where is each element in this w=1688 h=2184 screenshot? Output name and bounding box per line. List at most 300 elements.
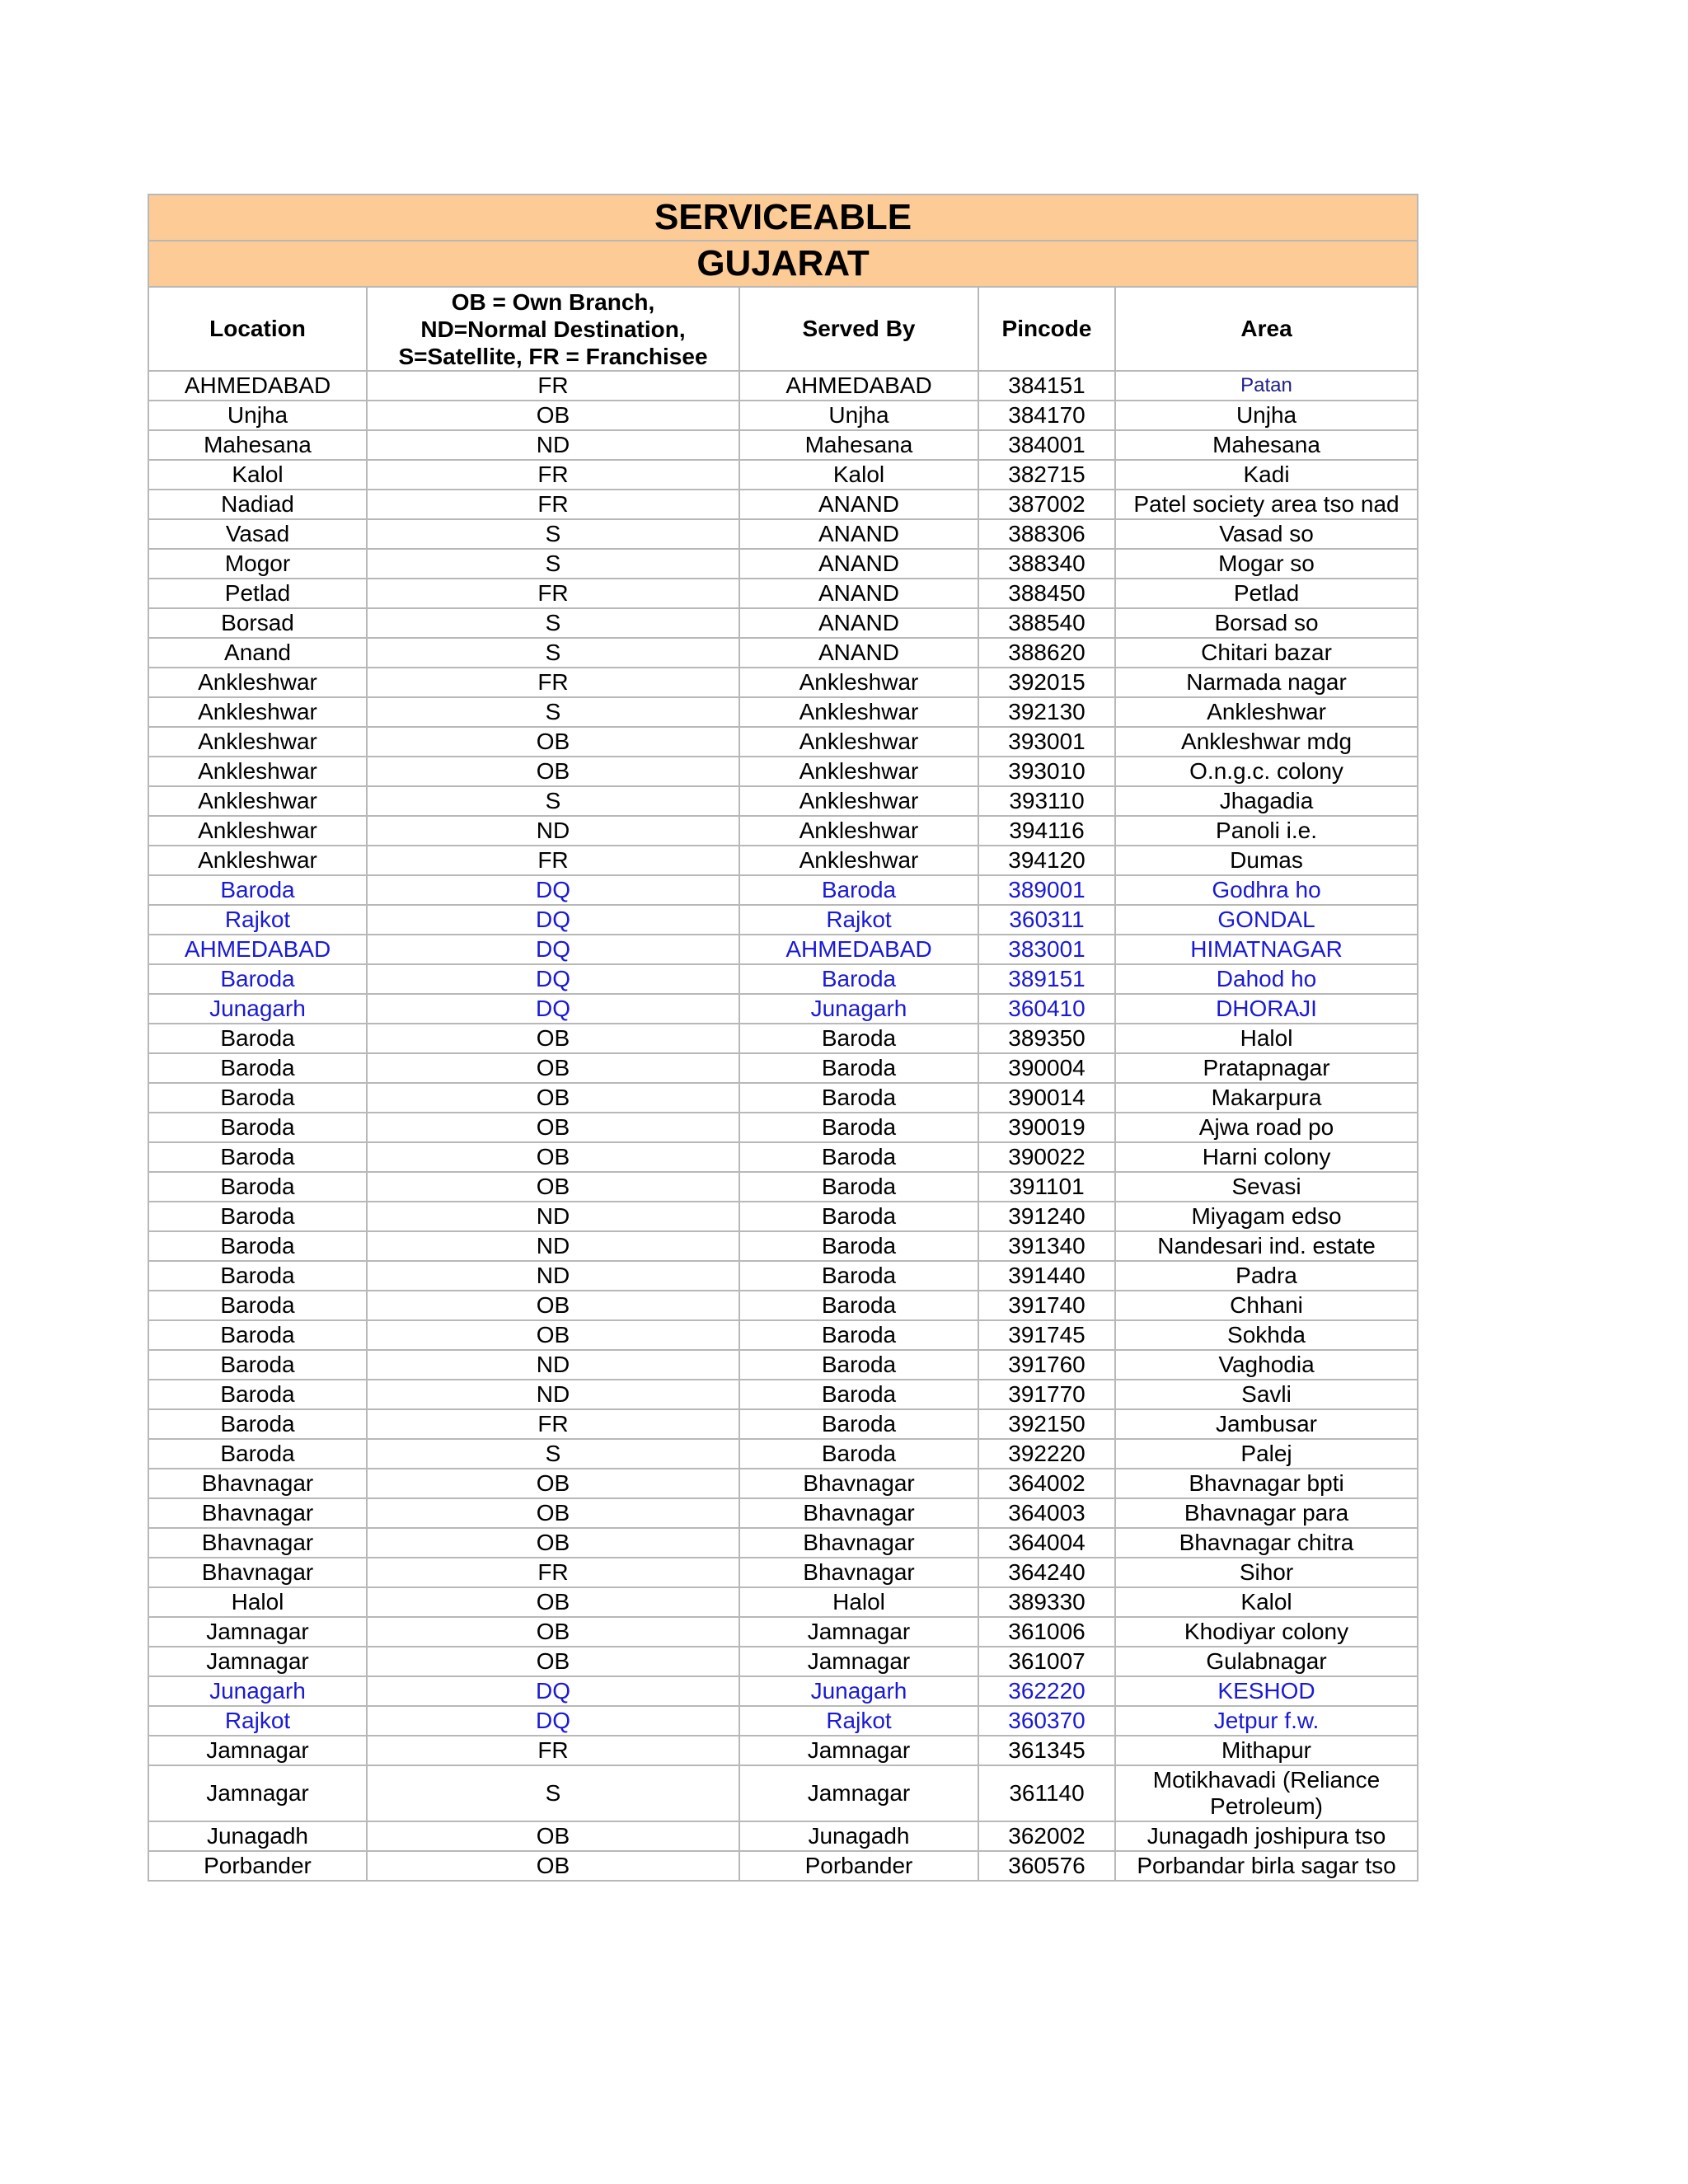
cell-pincode: 361006	[978, 1617, 1115, 1647]
cell-pincode: 364004	[978, 1528, 1115, 1558]
table-row	[148, 1261, 1418, 1291]
cell-area: Jhagadia	[1115, 786, 1418, 816]
cell-location: Bhavnagar	[148, 1528, 367, 1558]
cell-code: OB	[367, 1172, 739, 1202]
cell-location: Rajkot	[148, 905, 367, 935]
cell-pincode: 391745	[978, 1320, 1115, 1350]
cell-pincode: 364240	[978, 1558, 1115, 1587]
cell-location: Mogor	[148, 549, 367, 579]
cell-area: Harni colony	[1115, 1142, 1418, 1172]
cell-served-by: Baroda	[739, 1291, 978, 1320]
cell-area: Porbandar birla sagar tso	[1115, 1851, 1418, 1881]
table-row	[148, 727, 1418, 757]
cell-code: OB	[367, 1587, 739, 1617]
cell-area: Patan	[1115, 371, 1418, 401]
cell-code: ND	[367, 1350, 739, 1380]
cell-area: Nandesari ind. estate	[1115, 1231, 1418, 1261]
cell-location: Bhavnagar	[148, 1469, 367, 1498]
cell-pincode: 389151	[978, 964, 1115, 994]
table-row	[148, 1851, 1418, 1881]
cell-served-by: Baroda	[739, 1053, 978, 1083]
cell-pincode: 391440	[978, 1261, 1115, 1291]
cell-code: OB	[367, 1647, 739, 1676]
table-row	[148, 964, 1418, 994]
cell-served-by: Baroda	[739, 1083, 978, 1113]
cell-location: Halol	[148, 1587, 367, 1617]
table-row	[148, 1821, 1418, 1851]
table-row	[148, 401, 1418, 430]
header-code-line: ND=Normal Destination,	[420, 316, 686, 342]
cell-served-by: Mahesana	[739, 430, 978, 460]
cell-location: Unjha	[148, 401, 367, 430]
cell-code: DQ	[367, 905, 739, 935]
cell-area: Petlad	[1115, 579, 1418, 608]
cell-pincode: 393001	[978, 727, 1115, 757]
cell-location: Jamnagar	[148, 1765, 367, 1821]
table-row	[148, 549, 1418, 579]
cell-location: Junagarh	[148, 1676, 367, 1706]
cell-served-by: Baroda	[739, 1439, 978, 1469]
cell-code: S	[367, 697, 739, 727]
cell-pincode: 388306	[978, 519, 1115, 549]
cell-served-by: Ankleshwar	[739, 697, 978, 727]
cell-served-by: Baroda	[739, 1113, 978, 1142]
cell-code: ND	[367, 430, 739, 460]
table-row	[148, 905, 1418, 935]
cell-served-by: Baroda	[739, 875, 978, 905]
cell-served-by: Jamnagar	[739, 1647, 978, 1676]
cell-served-by: Ankleshwar	[739, 786, 978, 816]
cell-served-by: Bhavnagar	[739, 1558, 978, 1587]
cell-code: S	[367, 519, 739, 549]
table-row	[148, 1142, 1418, 1172]
cell-location: Jamnagar	[148, 1736, 367, 1765]
cell-served-by: Unjha	[739, 401, 978, 430]
cell-area: Ajwa road po	[1115, 1113, 1418, 1142]
cell-served-by: Ankleshwar	[739, 846, 978, 875]
cell-served-by: Baroda	[739, 1350, 978, 1380]
cell-pincode: 392150	[978, 1409, 1115, 1439]
cell-area: KESHOD	[1115, 1676, 1418, 1706]
sheet-title: SERVICEABLE	[148, 194, 1418, 241]
header-code-line: OB = Own Branch,	[451, 288, 655, 315]
cell-pincode: 391340	[978, 1231, 1115, 1261]
cell-area: Bhavnagar para	[1115, 1498, 1418, 1528]
header-location: Location	[148, 287, 367, 371]
cell-area: GONDAL	[1115, 905, 1418, 935]
cell-pincode: 361007	[978, 1647, 1115, 1676]
table-row	[148, 1706, 1418, 1736]
cell-area: Chhani	[1115, 1291, 1418, 1320]
cell-code: ND	[367, 1380, 739, 1409]
cell-served-by: Porbander	[739, 1851, 978, 1881]
cell-served-by: Baroda	[739, 1261, 978, 1291]
table-row	[148, 1676, 1418, 1706]
cell-served-by: Jamnagar	[739, 1765, 978, 1821]
cell-code: OB	[367, 401, 739, 430]
cell-served-by: Jamnagar	[739, 1617, 978, 1647]
cell-pincode: 391240	[978, 1202, 1115, 1231]
cell-area: Motikhavadi (Reliance Petroleum)	[1115, 1765, 1418, 1821]
cell-area: Palej	[1115, 1439, 1418, 1469]
cell-served-by: Kalol	[739, 460, 978, 490]
cell-pincode: 390022	[978, 1142, 1115, 1172]
cell-area: Gulabnagar	[1115, 1647, 1418, 1676]
table-row	[148, 1617, 1418, 1647]
serviceable-table	[148, 194, 1418, 1882]
cell-location: Baroda	[148, 1380, 367, 1409]
cell-code: DQ	[367, 1676, 739, 1706]
title-row	[148, 194, 1418, 241]
cell-served-by: ANAND	[739, 638, 978, 668]
cell-code: OB	[367, 727, 739, 757]
cell-pincode: 390019	[978, 1113, 1115, 1142]
cell-area: Borsad so	[1115, 608, 1418, 638]
cell-pincode: 362002	[978, 1821, 1115, 1851]
table-row	[148, 638, 1418, 668]
cell-code: FR	[367, 460, 739, 490]
cell-pincode: 360370	[978, 1706, 1115, 1736]
cell-area: Dahod ho	[1115, 964, 1418, 994]
cell-served-by: Ankleshwar	[739, 816, 978, 846]
table-row	[148, 1380, 1418, 1409]
cell-pincode: 361345	[978, 1736, 1115, 1765]
cell-location: Baroda	[148, 1291, 367, 1320]
cell-area: Ankleshwar mdg	[1115, 727, 1418, 757]
cell-code: S	[367, 786, 739, 816]
cell-served-by: Baroda	[739, 964, 978, 994]
cell-served-by: Halol	[739, 1587, 978, 1617]
table-row	[148, 1647, 1418, 1676]
table-body	[148, 371, 1418, 1881]
header-pincode: Pincode	[978, 287, 1115, 371]
cell-code: FR	[367, 490, 739, 519]
cell-pincode: 391760	[978, 1350, 1115, 1380]
table-row	[148, 668, 1418, 697]
header-code-legend	[367, 287, 739, 371]
cell-served-by: Junagarh	[739, 1676, 978, 1706]
cell-pincode: 388450	[978, 579, 1115, 608]
table-row	[148, 1409, 1418, 1439]
cell-area: Jambusar	[1115, 1409, 1418, 1439]
cell-location: Rajkot	[148, 1706, 367, 1736]
cell-code: DQ	[367, 1706, 739, 1736]
cell-pincode: 394116	[978, 816, 1115, 846]
table-row	[148, 757, 1418, 786]
cell-served-by: Junagarh	[739, 994, 978, 1024]
cell-code: DQ	[367, 875, 739, 905]
cell-location: Ankleshwar	[148, 757, 367, 786]
cell-area: Ankleshwar	[1115, 697, 1418, 727]
cell-location: Baroda	[148, 1231, 367, 1261]
cell-pincode: 387002	[978, 490, 1115, 519]
cell-area: Godhra ho	[1115, 875, 1418, 905]
cell-location: Baroda	[148, 875, 367, 905]
cell-location: Ankleshwar	[148, 816, 367, 846]
cell-pincode: 360576	[978, 1851, 1115, 1881]
cell-code: S	[367, 608, 739, 638]
cell-code: OB	[367, 1821, 739, 1851]
cell-location: Ankleshwar	[148, 727, 367, 757]
cell-location: Ankleshwar	[148, 786, 367, 816]
cell-code: DQ	[367, 964, 739, 994]
cell-pincode: 364003	[978, 1498, 1115, 1528]
table-row	[148, 1469, 1418, 1498]
cell-area: Kalol	[1115, 1587, 1418, 1617]
cell-pincode: 362220	[978, 1676, 1115, 1706]
cell-area: Mithapur	[1115, 1736, 1418, 1765]
cell-code: OB	[367, 1528, 739, 1558]
cell-area: Savli	[1115, 1380, 1418, 1409]
cell-served-by: Baroda	[739, 1409, 978, 1439]
cell-pincode: 393110	[978, 786, 1115, 816]
cell-location: Baroda	[148, 1083, 367, 1113]
cell-code: OB	[367, 1113, 739, 1142]
cell-served-by: ANAND	[739, 549, 978, 579]
cell-location: Baroda	[148, 964, 367, 994]
cell-code: S	[367, 638, 739, 668]
cell-pincode: 388540	[978, 608, 1115, 638]
cell-area: Patel society area tso nad	[1115, 490, 1418, 519]
table-row	[148, 519, 1418, 549]
cell-code: FR	[367, 1736, 739, 1765]
cell-code: ND	[367, 816, 739, 846]
cell-pincode: 391770	[978, 1380, 1115, 1409]
cell-area: Vasad so	[1115, 519, 1418, 549]
cell-area: Unjha	[1115, 401, 1418, 430]
cell-pincode: 393010	[978, 757, 1115, 786]
cell-served-by: Bhavnagar	[739, 1528, 978, 1558]
cell-code: FR	[367, 371, 739, 401]
table-row	[148, 1439, 1418, 1469]
cell-code: OB	[367, 1142, 739, 1172]
cell-code: ND	[367, 1202, 739, 1231]
cell-area: Mogar so	[1115, 549, 1418, 579]
cell-pincode: 389330	[978, 1587, 1115, 1617]
table-row	[148, 1083, 1418, 1113]
cell-served-by: Baroda	[739, 1202, 978, 1231]
cell-pincode: 391740	[978, 1291, 1115, 1320]
cell-location: Petlad	[148, 579, 367, 608]
table-row	[148, 1736, 1418, 1765]
cell-pincode: 392130	[978, 697, 1115, 727]
cell-pincode: 394120	[978, 846, 1115, 875]
cell-served-by: Bhavnagar	[739, 1498, 978, 1528]
cell-location: Nadiad	[148, 490, 367, 519]
cell-area: Chitari bazar	[1115, 638, 1418, 668]
cell-location: Jamnagar	[148, 1647, 367, 1676]
cell-code: OB	[367, 1024, 739, 1053]
cell-area: Kadi	[1115, 460, 1418, 490]
cell-code: OB	[367, 1291, 739, 1320]
cell-pincode: 392220	[978, 1439, 1115, 1469]
cell-pincode: 388620	[978, 638, 1115, 668]
table-row	[148, 875, 1418, 905]
cell-served-by: Baroda	[739, 1142, 978, 1172]
cell-code: OB	[367, 1617, 739, 1647]
cell-pincode: 388340	[978, 549, 1115, 579]
cell-area: Mahesana	[1115, 430, 1418, 460]
cell-location: Vasad	[148, 519, 367, 549]
table-row	[148, 1558, 1418, 1587]
cell-code: ND	[367, 1261, 739, 1291]
cell-location: Baroda	[148, 1350, 367, 1380]
cell-area: Miyagam edso	[1115, 1202, 1418, 1231]
cell-location: Borsad	[148, 608, 367, 638]
table-row	[148, 786, 1418, 816]
table-row	[148, 430, 1418, 460]
table-row	[148, 1587, 1418, 1617]
table-row	[148, 608, 1418, 638]
table-row	[148, 846, 1418, 875]
cell-pincode: 392015	[978, 668, 1115, 697]
cell-code: OB	[367, 1498, 739, 1528]
cell-code: S	[367, 1765, 739, 1821]
cell-served-by: Baroda	[739, 1024, 978, 1053]
cell-location: Porbander	[148, 1851, 367, 1881]
cell-location: Bhavnagar	[148, 1498, 367, 1528]
cell-served-by: Baroda	[739, 1231, 978, 1261]
table-row	[148, 371, 1418, 401]
cell-pincode: 384170	[978, 401, 1115, 430]
cell-code: OB	[367, 1083, 739, 1113]
cell-location: Baroda	[148, 1439, 367, 1469]
cell-served-by: Rajkot	[739, 1706, 978, 1736]
cell-code: FR	[367, 846, 739, 875]
cell-location: Baroda	[148, 1409, 367, 1439]
cell-location: Baroda	[148, 1261, 367, 1291]
cell-code: S	[367, 549, 739, 579]
cell-location: Mahesana	[148, 430, 367, 460]
cell-served-by: Jamnagar	[739, 1736, 978, 1765]
cell-area: HIMATNAGAR	[1115, 935, 1418, 964]
cell-area: Padra	[1115, 1261, 1418, 1291]
table-row	[148, 935, 1418, 964]
cell-location: Baroda	[148, 1113, 367, 1142]
cell-served-by: Baroda	[739, 1172, 978, 1202]
cell-pincode: 389001	[978, 875, 1115, 905]
cell-code: FR	[367, 1409, 739, 1439]
cell-area: Dumas	[1115, 846, 1418, 875]
cell-location: Ankleshwar	[148, 846, 367, 875]
region-row	[148, 241, 1418, 287]
table-row	[148, 460, 1418, 490]
cell-area: Sihor	[1115, 1558, 1418, 1587]
cell-code: FR	[367, 579, 739, 608]
cell-area: Sokhda	[1115, 1320, 1418, 1350]
table-row	[148, 1320, 1418, 1350]
cell-pincode: 390014	[978, 1083, 1115, 1113]
table-row	[148, 697, 1418, 727]
cell-location: Junagadh	[148, 1821, 367, 1851]
cell-served-by: Ankleshwar	[739, 668, 978, 697]
cell-location: Ankleshwar	[148, 697, 367, 727]
cell-location: Ankleshwar	[148, 668, 367, 697]
cell-location: Baroda	[148, 1142, 367, 1172]
cell-served-by: ANAND	[739, 519, 978, 549]
table-row	[148, 1053, 1418, 1083]
column-header-row	[148, 287, 1418, 371]
cell-pincode: 360311	[978, 905, 1115, 935]
table-row	[148, 490, 1418, 519]
cell-code: DQ	[367, 994, 739, 1024]
cell-served-by: Ankleshwar	[739, 757, 978, 786]
cell-code: DQ	[367, 935, 739, 964]
cell-code: OB	[367, 757, 739, 786]
cell-code: FR	[367, 1558, 739, 1587]
table-row	[148, 579, 1418, 608]
cell-served-by: ANAND	[739, 490, 978, 519]
cell-area: Sevasi	[1115, 1172, 1418, 1202]
cell-pincode: 364002	[978, 1469, 1115, 1498]
cell-area: Pratapnagar	[1115, 1053, 1418, 1083]
cell-location: AHMEDABAD	[148, 371, 367, 401]
cell-location: AHMEDABAD	[148, 935, 367, 964]
cell-pincode: 390004	[978, 1053, 1115, 1083]
cell-pincode: 384151	[978, 371, 1115, 401]
region-title: GUJARAT	[148, 241, 1418, 287]
cell-location: Baroda	[148, 1320, 367, 1350]
cell-area: Bhavnagar bpti	[1115, 1469, 1418, 1498]
header-area: Area	[1115, 287, 1418, 371]
table-row	[148, 1231, 1418, 1261]
cell-area: Bhavnagar chitra	[1115, 1528, 1418, 1558]
header-served-by: Served By	[739, 287, 978, 371]
table-row	[148, 1765, 1418, 1821]
cell-area: Panoli i.e.	[1115, 816, 1418, 846]
table-row	[148, 1113, 1418, 1142]
cell-area: O.n.g.c. colony	[1115, 757, 1418, 786]
table-row	[148, 816, 1418, 846]
cell-location: Jamnagar	[148, 1617, 367, 1647]
cell-pincode: 383001	[978, 935, 1115, 964]
table-row	[148, 1024, 1418, 1053]
cell-location: Baroda	[148, 1024, 367, 1053]
cell-location: Baroda	[148, 1202, 367, 1231]
table-row	[148, 1202, 1418, 1231]
cell-area: DHORAJI	[1115, 994, 1418, 1024]
table-row	[148, 1350, 1418, 1380]
cell-served-by: Junagadh	[739, 1821, 978, 1851]
cell-area: Jetpur f.w.	[1115, 1706, 1418, 1736]
cell-code: S	[367, 1439, 739, 1469]
table-row	[148, 1528, 1418, 1558]
cell-pincode: 389350	[978, 1024, 1115, 1053]
header-code-line: S=Satellite, FR = Franchisee	[398, 343, 708, 369]
cell-served-by: Ankleshwar	[739, 727, 978, 757]
cell-area: Narmada nagar	[1115, 668, 1418, 697]
table-row	[148, 1498, 1418, 1528]
cell-pincode: 384001	[978, 430, 1115, 460]
table-row	[148, 1172, 1418, 1202]
cell-location: Anand	[148, 638, 367, 668]
cell-served-by: Baroda	[739, 1380, 978, 1409]
cell-pincode: 391101	[978, 1172, 1115, 1202]
cell-location: Baroda	[148, 1053, 367, 1083]
cell-served-by: AHMEDABAD	[739, 935, 978, 964]
cell-location: Bhavnagar	[148, 1558, 367, 1587]
cell-served-by: Bhavnagar	[739, 1469, 978, 1498]
cell-pincode: 360410	[978, 994, 1115, 1024]
cell-code: OB	[367, 1469, 739, 1498]
table-row	[148, 994, 1418, 1024]
cell-code: OB	[367, 1851, 739, 1881]
cell-pincode: 382715	[978, 460, 1115, 490]
cell-code: OB	[367, 1320, 739, 1350]
cell-code: ND	[367, 1231, 739, 1261]
cell-area: Vaghodia	[1115, 1350, 1418, 1380]
cell-area: Halol	[1115, 1024, 1418, 1053]
